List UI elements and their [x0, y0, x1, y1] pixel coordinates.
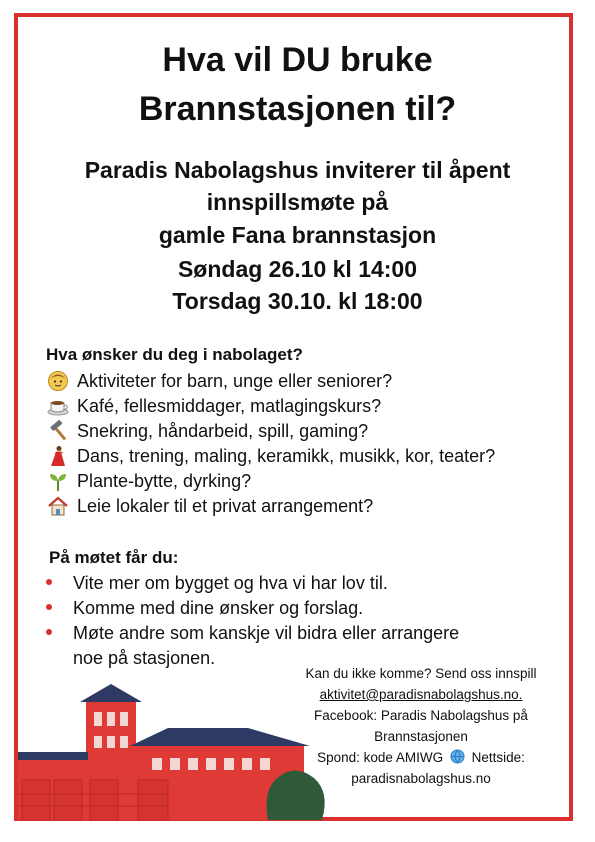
spond-text: Spond: kode AMIWG: [317, 750, 444, 765]
wishes-heading: Hva ønsker du deg i nabolaget?: [46, 345, 303, 364]
wish-item: [47, 469, 251, 493]
child-face-icon: [47, 370, 69, 392]
invite-date1: Søndag 26.10 kl 14:00: [177, 256, 418, 282]
dancer-icon: [47, 445, 69, 467]
globe-icon: [450, 749, 465, 764]
website-link[interactable]: paradisnabolagshus.no: [351, 771, 491, 786]
wish-item: [47, 419, 368, 443]
meeting-bullet-text: Møte andre som kanskje vil bidra eller arrangere: [73, 623, 460, 643]
bullet-dot-icon: [46, 604, 52, 610]
house-icon: [47, 495, 69, 517]
website-label: Nettside:: [471, 750, 525, 765]
coffee-cup-icon: [47, 395, 69, 417]
wish-text: Kafé, fellesmiddager, matlagingskurs?: [77, 396, 382, 416]
wish-item: [47, 444, 495, 468]
contact-block: [283, 663, 559, 789]
hammer-icon: [47, 420, 69, 442]
email-link[interactable]: aktivitet@paradisnabolagshus.no.: [319, 687, 523, 702]
meeting-bullet-text: Vite mer om bygget og hva vi har lov til.: [73, 573, 388, 593]
wish-text: Leie lokaler til et privat arrangement?: [77, 496, 374, 516]
invite-line3: gamle Fana brannstasjon: [158, 222, 437, 248]
bullet-dot-icon: [46, 579, 52, 585]
wish-item: [47, 369, 392, 393]
bullet-dot-icon: [46, 629, 52, 635]
seedling-icon: [47, 470, 69, 492]
poster-title-line1: Hva vil DU bruke: [162, 41, 433, 79]
facebook-line: Facebook: Paradis Nabolagshus på: [314, 708, 528, 723]
invite-line2: innspillsmøte på: [206, 189, 389, 215]
wish-item: [47, 494, 373, 518]
meeting-heading: På møtet får du:: [49, 548, 179, 567]
spond-line: [283, 747, 559, 768]
facebook-line2: Brannstasjonen: [374, 729, 468, 744]
wish-text: Snekring, håndarbeid, spill, gaming?: [77, 421, 369, 441]
poster-title-line2: Brannstasjonen til?: [138, 90, 457, 128]
wish-text: Aktiviteter for barn, unge eller seniorer?: [77, 371, 393, 391]
meeting-bullet-text: noe på stasjonen.: [73, 648, 216, 668]
contact-line1: Kan du ikke komme? Send oss innspill: [305, 666, 537, 681]
wish-text: Dans, trening, maling, keramikk, musikk, kor, teater?: [77, 446, 496, 466]
wish-text: Plante-bytte, dyrking?: [77, 471, 252, 491]
invite-line1: Paradis Nabolagshus inviterer til åpent: [84, 157, 511, 183]
wish-item: [47, 394, 381, 418]
meeting-bullet-text: Komme med dine ønsker og forslag.: [73, 598, 364, 618]
invite-date2: Torsdag 30.10. kl 18:00: [172, 288, 423, 314]
